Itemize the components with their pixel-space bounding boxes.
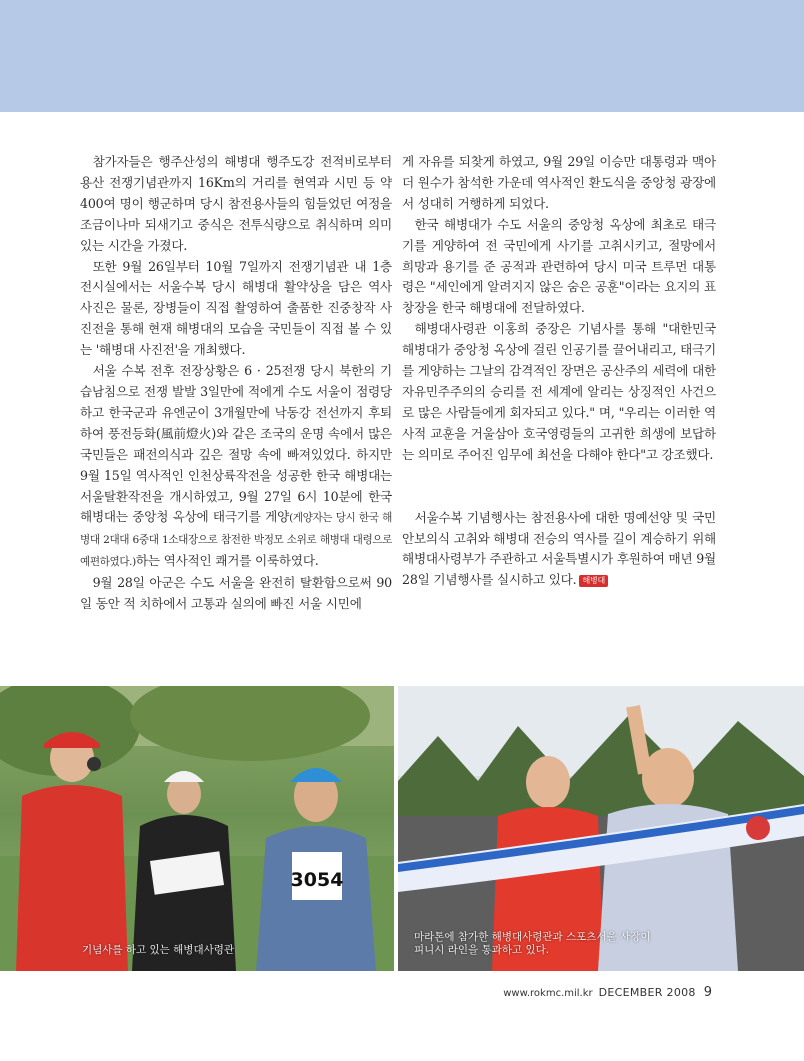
article-column-left	[80, 152, 392, 615]
page-footer	[503, 985, 712, 1000]
article-column-right	[402, 152, 716, 591]
race-bib-number: 3054	[290, 869, 344, 891]
footer-url[interactable]: www.rokmc.mil.kr	[503, 988, 593, 999]
paragraph: 또한 9월 26일부터 10월 7일까지 전쟁기념관 내 1층 전시실에서는 서울수복 당시 해병대 활약상을 담은 역사 사진은 물론, 장병들이 직접 촬영하여 출품한 진중창작 사진전을 통해 현재 해병대의 모습을 국민들이 직접 볼 수 있는 '해병대 사진전'을 개최했다.	[80, 258, 392, 358]
paragraph	[80, 361, 392, 573]
end-mark-badge: 해병대	[579, 575, 608, 587]
paragraph-text: 서울수복 기념행사는 참전용사에 대한 명예선양 및 국민안보의식 고취와 해병대 전승의 역사를 길이 계승하기 위해 해병대사령부가 주관하고 서울특별시가 후원하여 매년 9월 28일 기념행사를 실시하고 있다.	[402, 509, 717, 588]
speech-scene-illustration	[0, 686, 394, 971]
footnote-text: (게양자는 당시 한국 해병대 2대대 6중대 1소대장으로 참전한 박정모 소위로 해병대 대령으로 예편하였다.)	[80, 512, 392, 569]
paragraph-gap	[402, 487, 716, 508]
header-band	[0, 0, 804, 112]
paragraph: 참가자들은 행주산성의 해병대 행주도강 전적비로부터 용산 전쟁기념관까지 16Km의 거리를 현역과 시민 등 약 400여 명이 행군하며 당시 참전용사들의 힘들었던 여정을 조금이나마 되새기고 중식은 전투식량으로 취식하며 의미있는 시간을 가졌다.	[80, 154, 392, 253]
marathon-scene-illustration	[398, 686, 804, 971]
page-number: 9	[703, 985, 712, 1000]
paragraph: 게 자유를 되찾게 하였고, 9월 29일 이승만 대통령과 맥아더 원수가 참석한 가운데 역사적인 환도식을 중앙청 광장에서 성대히 거행하게 되었다.	[402, 154, 716, 211]
photo-marathon-finish	[398, 686, 804, 971]
paragraph-text: 하는 역사적인 쾌거를 이룩하였다.	[135, 553, 319, 569]
paragraph: 해병대사령관 이홍희 중장은 기념사를 통해 "대한민국 해병대가 중앙청 옥상에 걸린 인공기를 끌어내리고, 태극기를 게양하는 그날의 감격적인 장면은 공산주의 세력에 대한 자유민주주의의 승리를 전 세계에 알리는 상징적인 사건으로 많은 사람들에게 회자되고 있다." 며, "우리는 이러한 역사적 교훈을 거울삼아 호국영령들의 고귀한 희생에 보답하는 의미로 주어진 임무에 최선을 다해야 한다"고 강조했다.	[402, 321, 716, 462]
photo-commandant-speech	[0, 686, 394, 971]
paragraph	[402, 508, 716, 592]
photo-caption-line: 피니시 라인을 통과하고 있다.	[414, 944, 550, 956]
paragraph: 9월 28일 아군은 수도 서울을 완전히 탈환함으로써 90일 동안 적 치하에서 고통과 실의에 빠진 서울 시민에	[80, 575, 392, 612]
footer-issue-date: DECEMBER 2008	[598, 986, 696, 999]
paragraph-text: 서울 수복 전후 전장상황은 6 · 25전쟁 당시 북한의 기습남침으로 전쟁 발발 3일만에 적에게 수도 서울이 점령당하고 한국군과 유엔군이 3개월만에 낙동강 전선까지 후퇴하여 풍전등화(風前燈火)와 같은 조국의 운명 속에서 많은 국민들은 패전의식과 깊은 절망 속에 빠져있었다. 하지만 9월 15일 역사적인 인천상륙작전을 성공한 한국 해병대는 서울탈환작전을 개시하였고, 9월 27일 6시 10분에 한국 해병대는 중앙청 옥상에 태극기를 게양	[80, 363, 392, 525]
paragraph: 한국 해병대가 수도 서울의 중앙청 옥상에 최초로 태극기를 게양하여 전 국민에게 사기를 고취시키고, 절망에서 희망과 용기를 준 공적과 관련하여 당시 미국 트루먼 대통령은 "세인에게 알려지지 않은 숨은 공훈"이라는 요지의 표창장을 한국 해병대에 전달하였다.	[402, 216, 716, 316]
photo-caption: 기념사를 하고 있는 해병대사령관	[82, 944, 235, 956]
paragraph-gap	[402, 466, 716, 487]
photo-caption-line: 마라톤에 참가한 해병대사령관과 스포츠서울 사장이	[414, 931, 651, 943]
photo-caption	[414, 931, 651, 957]
